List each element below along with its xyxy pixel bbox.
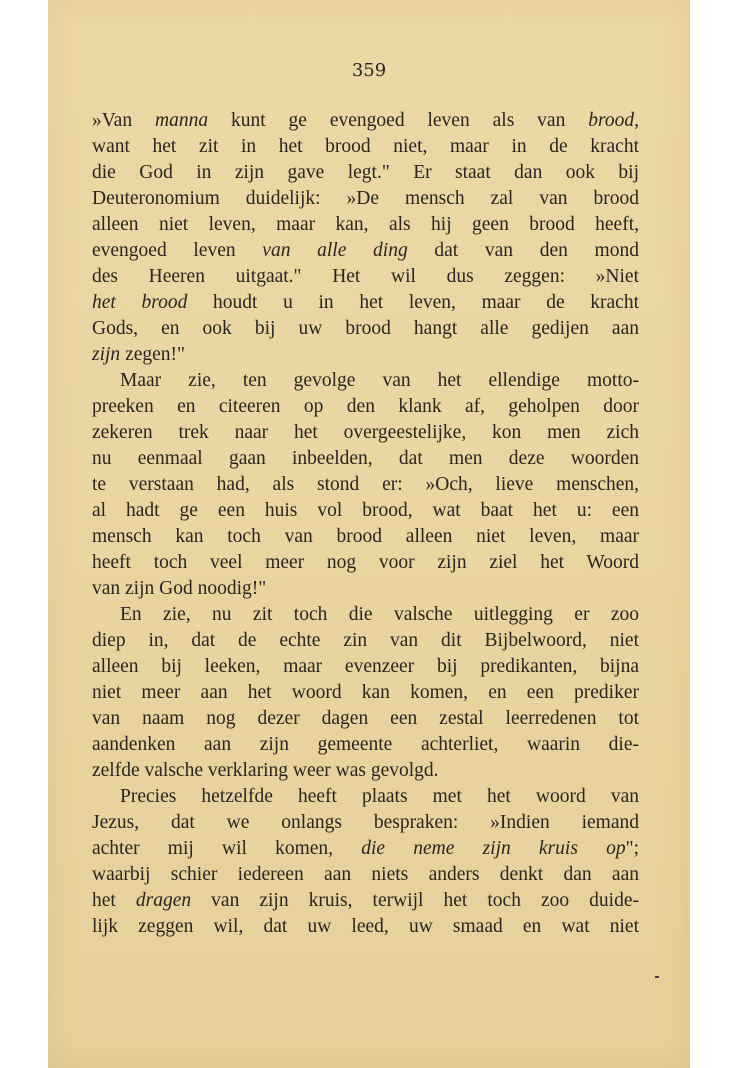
text-segment: mensch kan toch van brood alleen niet leven, maar — [92, 526, 639, 547]
text-line — [92, 524, 639, 550]
text-segment: heeft toch veel meer nog voor zijn ziel het Woord — [92, 552, 639, 573]
italic-text: het brood — [92, 292, 188, 313]
text-segment: aandenken aan zijn gemeente achterliet, waarin die- — [92, 734, 639, 755]
italic-text: brood — [588, 110, 635, 131]
italic-text: dragen — [135, 890, 192, 911]
text-segment: Maar zie, ten gevolge van het ellendige motto- — [120, 370, 639, 391]
text-segment: , — [634, 110, 639, 131]
italic-text: zijn — [92, 344, 121, 365]
text-line — [92, 550, 639, 576]
text-segment: evengoed leven — [92, 240, 263, 261]
text-line — [92, 108, 639, 134]
text-segment: niet meer aan het woord kan komen, en een prediker — [92, 682, 639, 703]
text-segment: al hadt ge een huis vol brood, wat baat het u: een — [92, 500, 639, 521]
text-segment: nu eenmaal gaan inbeelden, dat men deze woorden — [92, 448, 639, 469]
text-segment: »Van — [92, 110, 155, 131]
text-segment: die God in zijn gave legt." Er staat dan ook bij — [92, 162, 639, 183]
text-line — [92, 342, 639, 368]
text-segment: zelfde valsche verklaring weer was gevolgd. — [92, 760, 439, 781]
text-line — [92, 394, 639, 420]
text-line — [92, 498, 639, 524]
text-segment: want het zit in het brood niet, maar in de kracht — [92, 136, 639, 157]
text-line — [92, 706, 639, 732]
text-line — [92, 836, 639, 862]
text-segment: Precies hetzelfde heeft plaats met het woord van — [120, 786, 639, 807]
text-line — [92, 238, 639, 264]
text-segment: lijk zeggen wil, dat uw leed, uw smaad en wat niet — [92, 916, 639, 937]
text-segment: preeken en citeeren op den klank af, geholpen door — [92, 396, 639, 417]
text-segment: des Heeren uitgaat." Het wil dus zeggen: »Niet — [92, 266, 639, 287]
text-line — [92, 446, 639, 472]
book-page — [48, 0, 690, 1068]
text-segment: zegen!" — [120, 344, 185, 365]
body-text — [92, 108, 639, 940]
text-segment: zekeren trek naar het overgeestelijke, kon men zich — [92, 422, 639, 443]
text-line — [92, 654, 639, 680]
text-segment: van zijn kruis, terwijl het toch zoo duide- — [191, 890, 639, 911]
text-segment: Jezus, dat we onlangs bespraken: »Indien iemand — [92, 812, 639, 833]
text-line — [92, 186, 639, 212]
text-line — [92, 316, 639, 342]
italic-text: die neme zijn kruis op — [361, 838, 626, 859]
text-line — [92, 368, 639, 394]
text-segment: kunt ge evengoed leven als van — [208, 110, 589, 131]
text-line — [92, 680, 639, 706]
text-line — [92, 732, 639, 758]
text-line — [92, 758, 639, 784]
text-line — [92, 472, 639, 498]
text-segment: alleen niet leven, maar kan, als hij geen brood heeft, — [92, 214, 639, 235]
text-segment: het — [92, 890, 136, 911]
page-number: 359 — [351, 60, 387, 81]
text-line — [92, 212, 639, 238]
text-line — [92, 160, 639, 186]
text-segment: Gods, en ook bij uw brood hangt alle gedijen aan — [92, 318, 639, 339]
text-line — [92, 784, 639, 810]
text-segment: houdt u in het leven, maar de kracht — [187, 292, 639, 313]
text-line — [92, 862, 639, 888]
text-line — [92, 264, 639, 290]
text-line — [92, 290, 639, 316]
text-line — [92, 576, 639, 602]
text-segment: alleen bij leeken, maar evenzeer bij predikanten, bijna — [92, 656, 639, 677]
italic-text: van alle ding — [262, 240, 408, 261]
text-line — [92, 914, 639, 940]
text-line — [92, 602, 639, 628]
text-segment: "; — [625, 838, 639, 859]
italic-text: manna — [154, 110, 209, 131]
text-segment: te verstaan had, als stond er: »Och, lieve menschen, — [92, 474, 639, 495]
text-line — [92, 134, 639, 160]
text-segment: van zijn God noodig!" — [92, 578, 267, 599]
text-line — [92, 888, 639, 914]
text-segment: En zie, nu zit toch die valsche uitlegging er zoo — [120, 604, 639, 625]
text-segment: dat van den mond — [407, 240, 639, 261]
text-segment: van naam nog dezer dagen een zestal leerredenen tot — [92, 708, 639, 729]
text-segment: Deuteronomium duidelijk: »De mensch zal van brood — [92, 188, 639, 209]
text-segment: diep in, dat de echte zin van dit Bijbelwoord, niet — [92, 630, 639, 651]
text-line — [92, 420, 639, 446]
ink-speck — [655, 976, 659, 978]
text-line — [92, 628, 639, 654]
text-segment: waarbij schier iedereen aan niets anders denkt dan aan — [92, 864, 639, 885]
text-segment: achter mij wil komen, — [92, 838, 362, 859]
text-line — [92, 810, 639, 836]
